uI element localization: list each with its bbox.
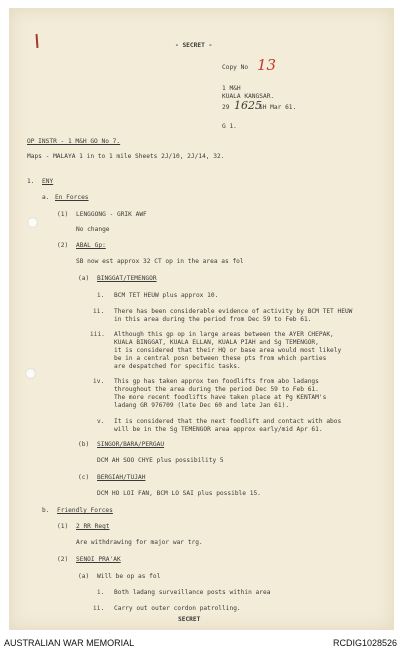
sub-1-title: LENGGONG - GRIK AWF	[76, 211, 147, 218]
para-b-title: Friendly Forces	[57, 507, 113, 514]
para-a-number: a.	[42, 194, 50, 201]
friendly-2-title: SENOI PRA'AK	[76, 556, 121, 563]
friendly-a-number: (a)	[78, 573, 90, 580]
point-ii-number: ii.	[93, 308, 105, 315]
item-b-title: SINGOR/BARA/PERGAU	[97, 441, 165, 448]
archive-footer	[0, 630, 403, 654]
section-title: ENY	[42, 178, 54, 185]
point-iv-line: The more recent foodlifts have taken place at Pg KENTAM's	[114, 394, 327, 401]
item-c-text: DCM HO LOI FAN, BCM LO SAI plus possible 15.	[97, 490, 261, 497]
sub-1-number: (1)	[57, 211, 69, 218]
friendly-i-number: i.	[97, 589, 105, 596]
point-v-line: will be in the Sg TEMENGOR area approx early/mid Apr 61.	[114, 426, 323, 433]
friendly-ii-text: Carry out outer cordon patrolling.	[114, 605, 241, 612]
classification-top: - SECRET -	[175, 42, 213, 49]
friendly-1-number: (1)	[57, 523, 69, 530]
location: KUALA KANGSAR.	[222, 93, 275, 100]
section-number: 1.	[27, 178, 35, 185]
date-prefix: 29	[222, 104, 230, 111]
point-iv-line: ladang GR 976709 (late Dec 60 and late Jan 61).	[114, 402, 290, 409]
date-handwritten: 1625	[234, 99, 262, 112]
point-iii-line: are despatched for specific tasks.	[114, 363, 241, 370]
item-b-text: DCM AH SOO CHYE plus possibility 5	[97, 457, 224, 464]
friendly-a-text: Will be op as fol	[97, 573, 161, 580]
point-ii-line: in this area during the period from Dec 59 to Feb 61.	[114, 316, 312, 323]
friendly-ii-number: ii.	[93, 605, 105, 612]
archive-id: RCDIG1028526	[332, 638, 397, 648]
item-c-title: BERGIAH/TUJAH	[97, 474, 146, 481]
point-iii-line: be in a central posn between these pts from which parties	[114, 355, 327, 362]
archive-name: AUSTRALIAN WAR MEMORIAL	[4, 638, 135, 648]
friendly-1-text: Are withdrawing for major war trg.	[76, 539, 203, 546]
copy-label: Copy No	[222, 64, 249, 71]
para-b-number: b.	[42, 507, 50, 514]
point-i-number: i.	[97, 292, 105, 299]
point-i-text: BCM TET HEUW plus approx 10.	[114, 292, 219, 299]
point-iii-line: KUALA BINGGAT, KUALA ELLAN, KUALA PIAH and Sg TEMENGOR,	[114, 339, 319, 346]
point-v-number: v.	[97, 418, 105, 425]
punch-hole	[25, 368, 36, 379]
point-iv-line: This gp has taken approx ten foodlifts from abo ladangs	[114, 378, 319, 385]
sub-2-title: ABAL Gp:	[76, 242, 106, 249]
copy-number: 13	[257, 56, 277, 74]
para-a-title: En Forces	[55, 194, 89, 201]
point-iv-line: throughout the area during the period Dec 59 to Feb 61.	[114, 386, 319, 393]
date-suffix: SH Mar 61.	[259, 104, 297, 111]
sub-2-number: (2)	[57, 242, 69, 249]
friendly-1-title: 2 RR Regt	[76, 523, 110, 530]
item-b-number: (b)	[78, 441, 90, 448]
maps-line: Maps - MALAYA 1 in to 1 mile Sheets 2J/10, 2J/14, 32.	[27, 153, 225, 160]
point-iii-number: iii.	[90, 331, 105, 338]
item-a-title: BINGGAT/TEMENGOR	[97, 275, 157, 282]
friendly-i-text: Both ladang surveillance posts within area	[114, 589, 271, 596]
sub-1-text: No change	[76, 226, 110, 233]
op-title: OP INSTR - 1 M&H GO No 7.	[27, 138, 121, 145]
point-iii-line: it is considered that their HQ or base area would most likely	[114, 347, 342, 354]
point-v-line: It is considered that the next foodlift and contact with abos	[114, 418, 342, 425]
point-iii-line: Although this gp op in large areas between the AYER CHEPAK,	[114, 331, 334, 338]
classification-bottom: SECRET	[178, 616, 201, 623]
reference: G 1.	[222, 123, 237, 130]
point-iv-number: iv.	[93, 378, 105, 385]
punch-hole	[27, 217, 38, 228]
point-ii-line: There has been considerable evidence of activity by BCM TET HEUW	[114, 308, 353, 315]
item-c-number: (c)	[78, 474, 90, 481]
sub-2-text: SB now est approx 32 CT op in the area as fol	[76, 258, 244, 265]
unit: 1 M&H	[222, 85, 241, 92]
friendly-2-number: (2)	[57, 556, 69, 563]
item-a-number: (a)	[78, 275, 90, 282]
